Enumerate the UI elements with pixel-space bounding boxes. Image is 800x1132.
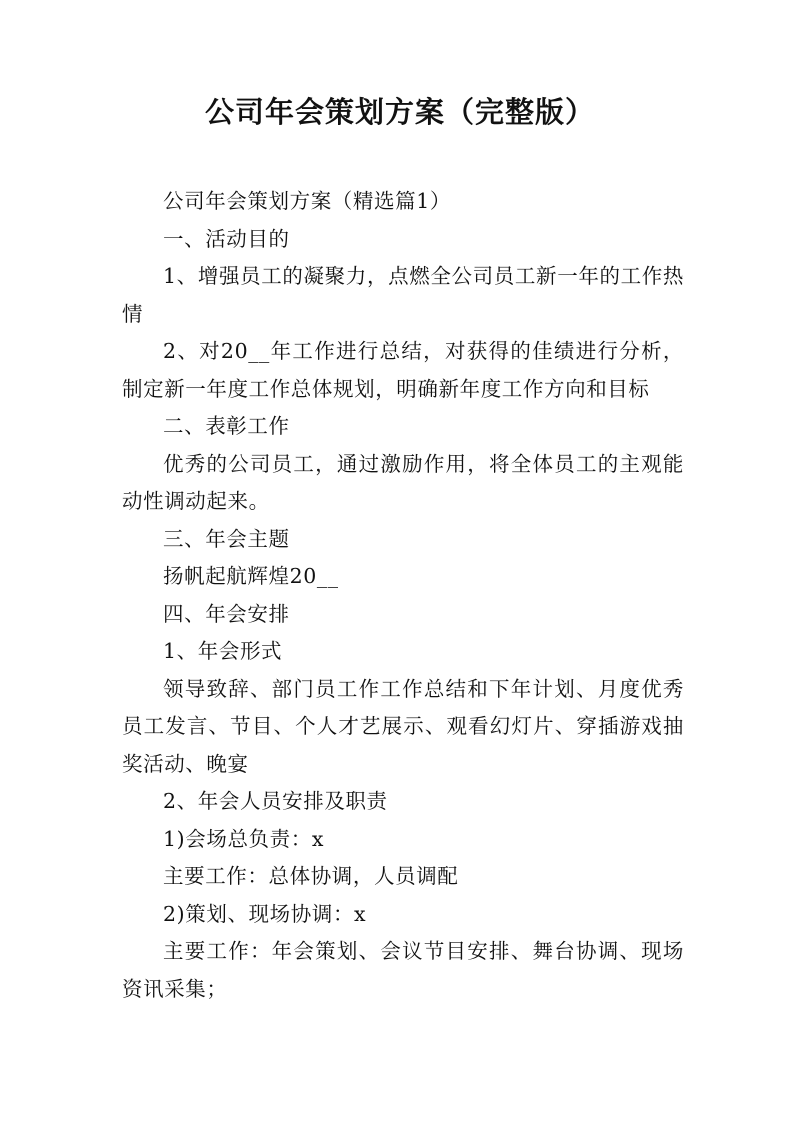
paragraph: 2、对20__年工作进行总结，对获得的佳绩进行分析，制定新一年度工作总体规划，明确新年度工作方向和目标	[122, 339, 684, 401]
paragraph: 1、增强员工的凝聚力，点燃全公司员工新一年的工作热情	[122, 264, 684, 326]
section-heading: 四、年会安排	[163, 601, 290, 626]
sub-heading: 2、年会人员安排及职责	[163, 789, 388, 813]
section-heading: 公司年会策划方案（精选篇1）	[163, 189, 451, 213]
paragraph: 主要工作：总体协调，人员调配	[163, 864, 459, 888]
section-heading: 二、表彰工作	[163, 414, 290, 438]
section-heading: 一、活动目的	[163, 226, 290, 251]
paragraph: 优秀的公司员工，通过激励作用，将全体员工的主观能动性调动起来。	[122, 451, 684, 513]
paragraph: 领导致辞、部门员工作工作总结和下年计划、月度优秀员工发言、节目、个人才艺展示、观看幻灯片、穿插游戏抽奖活动、晚宴	[122, 676, 684, 776]
paragraph: 扬帆起航辉煌20__	[163, 564, 339, 588]
section-heading: 三、年会主题	[163, 526, 290, 551]
paragraph: 主要工作：年会策划、会议节目安排、舞台协调、现场资讯采集；	[122, 939, 684, 1001]
sub-heading: 1、年会形式	[163, 639, 283, 663]
document-title: 公司年会策划方案（完整版）	[204, 95, 595, 129]
document-body	[122, 183, 684, 1008]
paragraph: 2)策划、现场协调：x	[163, 901, 367, 926]
paragraph: 1)会场总负责：x	[163, 826, 325, 851]
